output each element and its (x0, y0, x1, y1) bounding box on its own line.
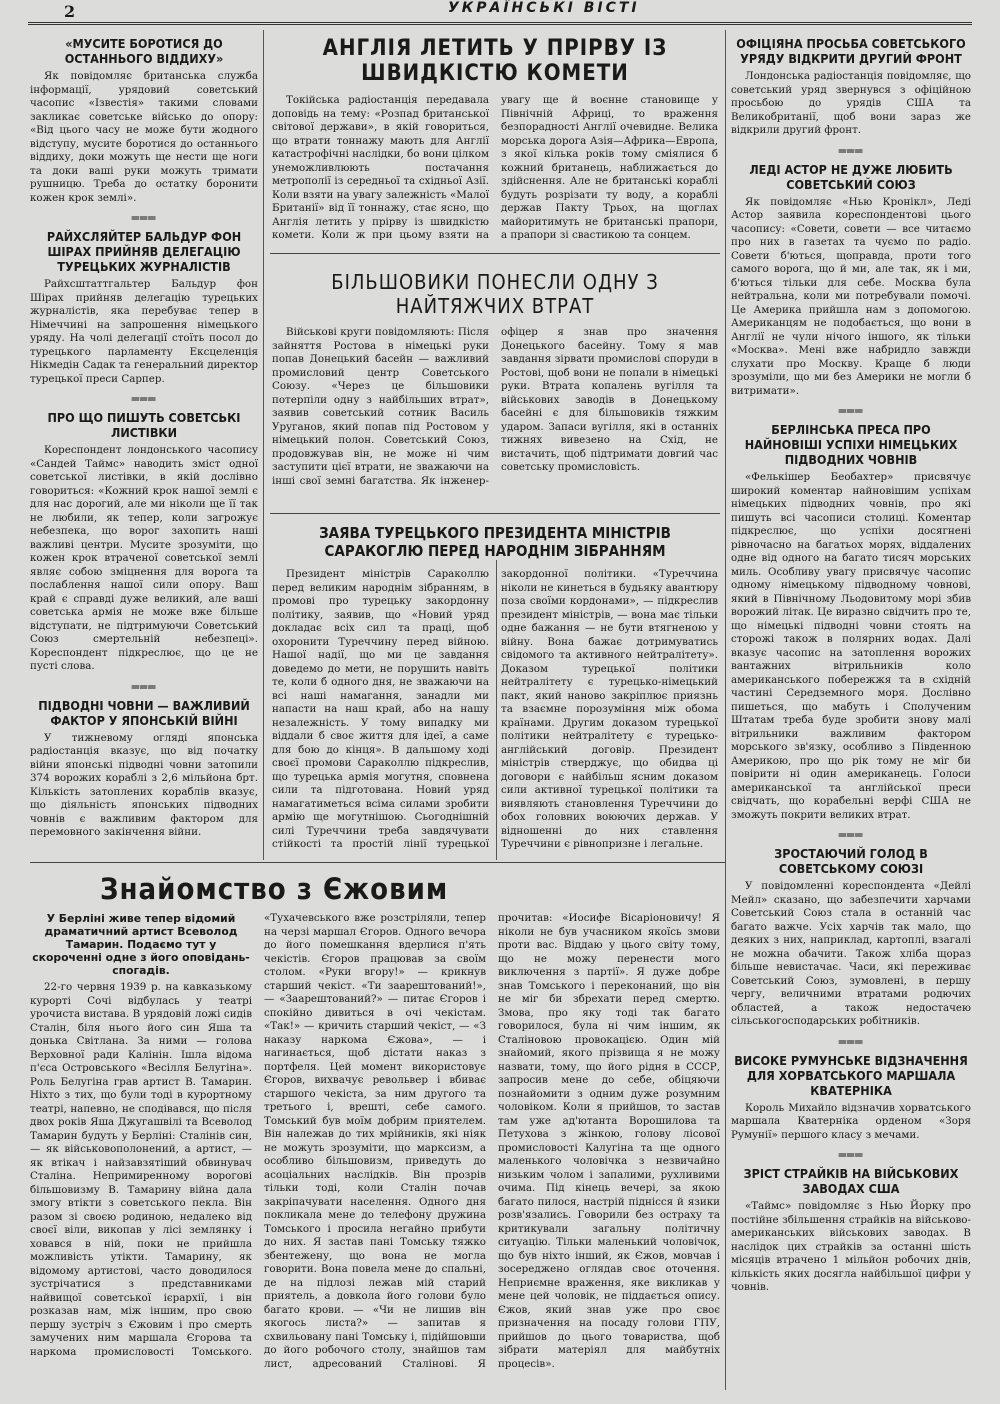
separator: ═══ (838, 1034, 864, 1049)
headline: ПРО ЩО ПИШУТЬ СОВЕТСЬКІ ЛИСТІВКИ (47, 410, 241, 440)
separator: ═══ (838, 404, 864, 418)
article-lady-astor (731, 162, 971, 399)
page-number: 2 (64, 2, 76, 21)
center-rule-2 (270, 513, 720, 514)
masthead-title: УКРАЇНСЬКІ ВІСТІ (448, 0, 640, 16)
article-body: Військові круги повідомляють: Після зайняття Ростова в німецькі руки попав Донецький басейн — важливий промисловий центр Советського Союзу. «Через це більшовики потерпіли одну з найбільших втрат», заявив советський сотник Василь Уруганов, який попав під Ростовом у німецький полон. Советський Союз, продовжував він, не може ні чим заступити цієї втрати, не зважаючи на інші свої земні багатства. Як інженер-офіцер я знав про значення Донецького басейну. Тому я мав завдання зірвати промислові споруди в Ростові, щоб вони не попали в німецькі руки. Втрата копалень вугілля та військових заводів в Донецькому басейні є для більшовиків тяжким ударом. Запаси вугілля, які в останніх тижнях вивезено на Схід, не вистачить, щоб підтримати довгий час советську промисловість. (272, 326, 718, 487)
headline: БІЛЬШОВИКИ ПОНЕСЛИ ОДНУ З НАЙТЯЖЧИХ ВТРАТ (331, 270, 659, 318)
article-famine (731, 846, 971, 1029)
headline: ЗРОСТАЮЧИЙ ГОЛОД В СОВЕТСЬКОМУ СОЮЗІ (774, 846, 928, 876)
article-body: У тижневому огляді японська радіостанція вказує, що від початку війни японські підводні човни затопили 374 ворожих кораблі з 2,6 мільйона брт. Кількість затоплених кораблів вказує, що діяльність японських підводних човнів є важливим фактором для перемовного закінчення війни. (30, 731, 258, 838)
separator: ═══ (131, 211, 157, 225)
separator: ═══ (838, 1148, 864, 1162)
article-body: Як повідомляє «Нью Кронікл», Леді Астор заявила кореспондентові цього часопису: «Совети, совети — все читаємо про них в газетах та чуємо по радіо. Совети б'ються, щоправда, проти того самого ворога, що й ми, але так, як і ми, б'ються тільки для себе. Москва була нейтральна, коли ми потребували помочі. Це Америка прийшла нам з допомогою. Американцям не подобається, що вони в Англії не чули нічого іншого, як тільки «Москва». Мені вже набридло завжди слухати про Москву. Краще б люди зрозуміли, що ми без Америки не могли б витримати». (731, 195, 971, 397)
headline: ЛЕДІ АСТОР НЕ ДУЖЕ ЛЮБИТЬ СОВЕТСЬКИЙ СОЮЗ (749, 161, 953, 192)
article-berlin-press (731, 422, 971, 822)
headline: ПІДВОДНІ ЧОВНИ — ВАЖЛИВИЙ ФАКТОР У ЯПОНСЬКІЙ ВІЙНІ (38, 697, 250, 728)
left-column (30, 36, 258, 866)
separator: ═══ (838, 143, 864, 158)
separator: ═══ (131, 679, 157, 694)
article-leaflets (30, 410, 258, 674)
article-body: «Таймс» повідомляє з Нью Йорку про постійне збільшення страйків на військово-американських військових заводах. В наслідок цих страйків за останні шість місяців втрачено 1 мільйон робочих днів, кількість яких досягла найбільшої цифри у човнів. (731, 1200, 971, 1293)
article-body: Президент міністрів Сараколлю перед великим народнім зібранням, в промові про турецьку закордонну політику, заявив, що «Новий уряд докладає всіх сил та праці, щоб охоронити Туреччину перед війною. Нашої надії, що ми це завдання доведемо до мети, не порушить навіть те, коли б одного дня, не зважаючи на всі наші намагання, занадли ми напасти на наш край, або на нашу незалежність. У тому випадку ми віддали б своє життя для ідеї, а саме для бою до кінця». В дальшому ході своєї промови Сараколлю підкреслив, що турецька армія могутня, сповнена сили та підготована. Новий уряд намагатиметься всіма силами зробити армію ще могутнішою. Сьогоднішній силі Туреччини треба завдячувати стійкості та простій лінії турецької закордонної політики. «Туреччина ніколи не кинеться в будьяку авантюру поза своїми кордонами», — підкреслив президент міністрів, — вона має тільки одне бажання — не бути втягненою у війну. Вона бажає дотримуватись свідомого та активного нейтралітету». Доказом турецької політики нейтралітету є турецько-німецький пакт, який наново закріплює приязнь та взаємне порозуміння між обома країнами. Другим доказом турецької політики нейтралітету є турецько-англійський договір. Президент міністрів стверджує, що обидва ці договори є найбільш ясним доказом сили активної турецької політики та виявляють становлення Туреччини до обох головних воюючих держав. У відношенні до них ставлення Туреччини є рівнопризне і легальне. (272, 568, 718, 850)
feature-article (30, 912, 720, 1397)
article-body: Як повідомляє британська служба інформації, урядовий советський часопис «Ізвестія» такими словами закликає советське військо до опору: «Від цього часу не може бути жодного відступу, мусите боротися до останнього віддиху, доки можуть ще нести ще ноги та доки ваші руки можуть тримати рушницю. Треба до остатку боронити кожен крок землі». (30, 70, 258, 204)
headline: «МУСИТЕ БОРОТИСЯ ДО ОСТАННЬОГО ВІДДИХУ» (64, 36, 224, 66)
article-body: Лондонська радіостанція повідомляє, що советський уряд звернувся з офіційною просьбою до урядів США та Великобританії, щоб вони зараз же відкрили другий фронт. (731, 70, 971, 136)
article-body: «Фелькішер Беобахтер» присвячує широкий коментар найновішим успіхам німецьких підводних човнів, про які пишуть всі часописи столиці. Коментар підкреслює, що успіхи досягнені рівночасно на багатьох морях, віддалених одне від одного на багато тисяч морських миль. Особливу увагу присвячує часопис одному німецькому підводному човнові, який в Північному Льодовитому морі збив ворожий літак. Це виразно свідчить про те, що німецькі підводні човни стоять на сторожі також в полярних водах. Далі вказує часопис на затоплення ворожих вантажних вітрильників коло американського побережжя та в східній частині Середземного моря. Дослівно пишеться, що мабуть і Сполученим Штатам треба буде зробити знову малі вітрильники важливим фактором морського зв'язку, особливо з Південною Америкою, про що рік тому не міг би повірити ні один американець. Голоси американської та англійської преси свідчать, що корабельні верфі США не зможуть покрити великих втрат. (731, 471, 971, 821)
column-rule-left (263, 30, 264, 860)
feature-title: Знайомство з Єжовим (100, 872, 449, 906)
masthead (28, 0, 972, 25)
article-body: Король Михайло відзначив хорватського маршала Кватерніка орденом «Зоря Румунії» першого класу з мечами. (731, 1101, 971, 1141)
article-body: У повідомленні кореспондента «Дейлі Мейл» сказано, що забезпечити харчами Советський Союз стала в останній час багато важче. Усіх харчів так мало, що деяких з них, наприклад, картоплі, взагалі не можна обачити. Також хліба щораз більше невистачає. Часи, які переживає Советський Союз, зумовлені, в першу чергу, величними втратами родючих областей, а також недостачею сільськогосподарських робітників. (731, 880, 971, 1027)
article-bolsheviks-losses (272, 270, 718, 510)
article-body: 22-го червня 1939 р. на кавказькому курорті Сочі відбулась у театрі урочиста вистава. В урядовій ложі сидів Сталін, біля нього його син Яша та донька Світлана. За ними — голова Верховної ради Калінін. Ішла відома п'єса Островського «Весілля Белугіна». Роль Белугіна грав артист В. Тамарин. Ніхто з тих, що були тоді в курортному театрі, напевно, не сподівався, що після двох років Яша Джугашвілі та Всеволод Тамарин будуть у Берліні: Сталінів син, — як військовополонений, а артист, — як втікач і найзавзятіший обвинувач Сталіна. Непримиренному ворогові більшовизму В. Тамарину війна дала змогу втікти з советського пекла. Він разом зі своєю родиною, недалеко від своєї віли, викопав у лісі землянку і ховався в ній, поки не прийшла можливість утікти. Тамарину, як відомому артистові, часто доводилося зустрічатися з представниками найвищої советської ієрархії, і він розказав нам, між іншим, про свою першу зустріч з Єжовим і про смерть замучених ним маршала Єгорова та наркома промисловості Томського. «Тухачевського вже розстріляли, тепер на черзі маршал Єгоров. Одного вечора до його помешкання вдерлися п'ять чекістів. Єгоров працював за своїм столом. «Руки вгору!» — крикнув старший чекіст. «Ти заарештований!», — «Заарештований?» — питає Єгоров і спокійно дивиться в очі чекістам. «Так!» — кричить старший чекіст, — «З наказу наркома Єжова», — і нагинається, щоб дістати наказ з портфеля. Цей момент використовує Єгоров, вихвачує револьвер і вбиває старшого чекіста, за ним другого та третього і, врешті, себе самого. Томський був моїм добрим приятелем. Він належав до тих мрійників, які ніяк не можуть зрозуміти, що марксизм, а особливо більшовизм, приведуть до асоціальних наслідків. Він прозрів тільки тоді, коли Сталін почав закріпачувати населення. Одного дня покликала мене до телефону дружина Томського і просила негайно прибути до них. Я застав пані Томську тяжко збентежену, що вона не могла говорити. Вона повела мене до спальні, де на підлозі лежав мій старий приятель, а довкола його голови було багато крови. — «Чи не лишив він якогось листа?» — запитав я схвильовану пані Томську і, підійшовши до його робочого столу, знайшов там лист, адресований Сталінові. Я прочитав: «Иосифе Вісаріоновичу! Я ніколи не був учасником якоїсь змови проти вас. Віддаю у цього світу тому, що не можу перенести мого виключення з партії». Я дуже добре знав Томського і переконаний, що він не міг би збрехати перед смертю. Змова, про яку тоді так багато говорилося, була ні чим іншим, як Сталіновою провокацією. Один мій знайомий, якого прізвища я не можу назвати, тому, що його рідня в СССР, запросив мене до себе, обіцяючи познайомити з одним дуже розумним чоловіком. Коли я прийшов, то застав там уже ад'ютанта Ворошилова та Петухова з жінкою, голову лісової промисловості Калугіна та ще одного маленького чоловічка з незвичайно низьким чолом і запалими, рухливими очима. Під кінець вечері, за якою багато пилося, настрій піднісся й язики розв'язались. Говорили без остраху та критикували загальну політичну ситуацію. Тільки маленький чоловічок, що був ніхто інший, як Єжов, мовчав і зосереджено оглядав своє оточення. Неприємне враження, яке викликав у мене цей чоловік, не піддається опису. Єжов, який знав уже про своє призначення на посаду голови ГПУ, прийшов до цього товариства, щоб зібрати матеріял для майбутніх процесів». (30, 912, 720, 1370)
headline: БЕРЛІНСЬКА ПРЕСА ПРО НАЙНОВІШІ УСПІХИ НІМЕЦЬКИХ ПІДВОДНИХ ЧОВНІВ (744, 422, 958, 467)
feature-lead: У Берліні живе тепер відомий драматичний артист Всеволод Тамарин. Подаємо тут у скороченні одне з його оповідань-спогадів. (32, 912, 250, 977)
separator: ═══ (838, 828, 864, 842)
article-kvaternik (731, 1053, 971, 1143)
center-rule-1 (270, 253, 720, 254)
headline: ЗАЯВА ТУРЕЦЬКОГО ПРЕЗИДЕНТА МІНІСТРІВ САРАКОГЛЮ ПЕРЕД НАРОДНІМ ЗІБРАННЯМ (319, 524, 671, 560)
right-column (731, 36, 971, 1396)
article-body: Кореспондент лондонського часопису «Сандей Таймс» наводить зміст одної советської листівки, в якій дослівно говориться: «Кожний крок нашої землі є для нас дорогий, але ми ніколи ще її так не любили, як тепер, коли загрожує небезпека, що ворог захопить наші важливі центри. Мусите зрозуміти, що кожен крок втраченої советської землі являє собою зміцнення для ворога та послаблення нашої сили опору. Ваш край є справді дуже великий, але ваші советська армія не може вже більше відступати, не підтримуючи Советський Союз смертельній небезпеці». Кореспондент підкреслює, що це не пусті слова. (30, 444, 258, 672)
article-second-front (731, 36, 971, 138)
headline: ЗРІСТ СТРАЙКІВ НА ВІЙСЬКОВИХ ЗАВОДАХ США (743, 1166, 959, 1196)
article-schirach (30, 229, 258, 386)
article-saracoglu (272, 524, 718, 858)
article-fight-to-last-breath (30, 36, 258, 205)
article-body: Райхсштаттгальтер Бальдур фон Шірах прийняв делегацію турецьких журналістів, яка перебуває тепер в Німеччині на запрошення німецького уряду. На чолі делегації стоїть посол до турецького парламенту Ексцеленція Нікмедін Садак та генеральний директор турецької преси Сарпер. (30, 278, 258, 385)
headline: ВИСОКЕ РУМУНСЬКЕ ВІДЗНАЧЕННЯ ДЛЯ ХОРВАТСЬКОГО МАРШАЛА КВАТЕРНІКА (734, 1052, 968, 1098)
article-england-comet (272, 36, 718, 250)
headline: ОФІЦІЯНА ПРОСЬБА СОВЕТСЬКОГО УРЯДУ ВІДКРИТИ ДРУГИЙ ФРОНТ (736, 36, 966, 66)
headline: РАЙХСЛЯЙТЕР БАЛЬДУР ФОН ШІРАХ ПРИЙНЯВ ДЕЛЕГАЦІЮ ТУРЕЦЬКИХ ЖУРНАЛІСТІВ (46, 229, 242, 274)
article-strikes-usa (731, 1166, 971, 1295)
article-body: Токійська радіостанція передавала доповідь на тему: «Розпад британської світової держави», в якій говориться, що втрати тоннажу мають для Англії катастрофічні наслідки, бо вони цілком унеможливлюють постачання метрополії із середньої та східньої Азії. Коли взяти на увагу залежність «Малої Британії» від її тоннажу, стає ясно, що Англія летить у прірву із швидкістю комети. Коли ж при цьому взяти на увагу ще й воєнне становище у Північній Африці, то враження безпорадності Англії очевидне. Велика морська дорога Азія—Африка—Европа, з якої кілька років тому сміялися б кожний британець, наближається до здійснення. Але не британські кораблі будуть розрізати ту воду, а кораблі держав Пакту Трьох, на щоглах майоритимуть не британські прапори, а прапори зі свастикою та сонцем. (272, 94, 718, 241)
headline: АНГЛІЯ ЛЕТИТЬ У ПРІРВУ ІЗ ШВИДКІСТЮ КОМЕТИ (322, 36, 668, 86)
article-submarines-japan (30, 698, 258, 840)
separator: ═══ (131, 392, 157, 406)
column-rule-right (725, 30, 726, 1390)
